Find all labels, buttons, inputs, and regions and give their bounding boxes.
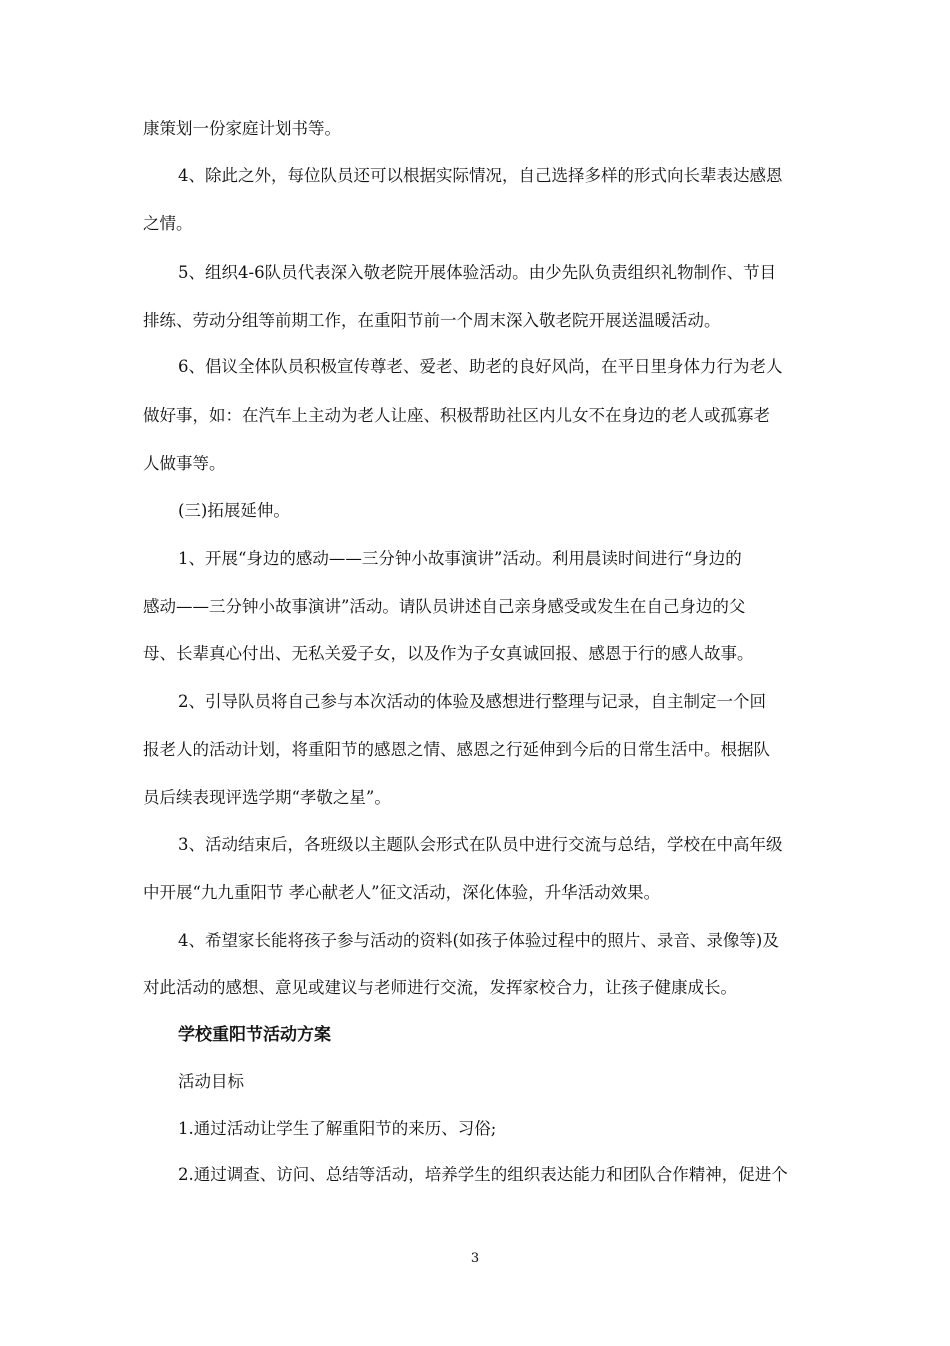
text-line: 报老人的活动计划，将重阳节的感恩之情、感恩之行延伸到今后的日常生活中。根据队 bbox=[143, 740, 770, 759]
text-line: 4、希望家长能将孩子参与活动的资料(如孩子体验过程中的照片、录音、录像等)及 bbox=[178, 931, 779, 950]
text-line: 排练、劳动分组等前期工作，在重阳节前一个周末深入敬老院开展送温暖活动。 bbox=[143, 311, 721, 330]
text-line: 对此活动的感想、意见或建议与老师进行交流，发挥家校合力，让孩子健康成长。 bbox=[143, 978, 737, 997]
text-line: 4、除此之外，每位队员还可以根据实际情况，自己选择多样的形式向长辈表达感恩 bbox=[178, 166, 783, 185]
text-line: 感动——三分钟小故事演讲”活动。请队员讲述自己亲身感受或发生在自己身边的父 bbox=[143, 597, 746, 616]
text-line: 3、活动结束后，各班级以主题队会形式在队员中进行交流与总结，学校在中高年级 bbox=[178, 835, 783, 854]
text-line: (三)拓展延伸。 bbox=[178, 501, 290, 520]
text-line: 6、倡议全体队员积极宣传尊老、爱老、助老的良好风尚，在平日里身体力行为老人 bbox=[178, 357, 783, 376]
text-line: 之情。 bbox=[143, 214, 193, 233]
text-line: 康策划一份家庭计划书等。 bbox=[143, 119, 341, 138]
text-line: 1.通过活动让学生了解重阳节的来历、习俗; bbox=[178, 1119, 497, 1138]
text-line: 员后续表现评选学期“孝敬之星”。 bbox=[143, 788, 391, 807]
text-line: 母、长辈真心付出、无私关爱子女，以及作为子女真诚回报、感恩于行的感人故事。 bbox=[143, 644, 754, 663]
text-line: 做好事，如：在汽车上主动为老人让座、积极帮助社区内儿女不在身边的老人或孤寡老 bbox=[143, 406, 770, 425]
text-line: 人做事等。 bbox=[143, 454, 226, 473]
section-heading: 学校重阳节活动方案 bbox=[178, 1025, 331, 1045]
subheading: 活动目标 bbox=[178, 1072, 244, 1091]
text-line: 1、开展“身边的感动——三分钟小故事演讲”活动。利用晨读时间进行“身边的 bbox=[178, 549, 742, 568]
text-line: 5、组织4-6队员代表深入敬老院开展体验活动。由少先队负责组织礼物制作、节目 bbox=[178, 263, 777, 282]
text-line: 2、引导队员将自己参与本次活动的体验及感想进行整理与记录，自主制定一个回 bbox=[178, 692, 766, 711]
text-line: 2.通过调查、访问、总结等活动，培养学生的组织表达能力和团队合作精神，促进个 bbox=[178, 1165, 788, 1184]
page-number: 3 bbox=[470, 1251, 480, 1266]
text-line: 中开展“九九重阳节 孝心献老人”征文活动，深化体验，升华活动效果。 bbox=[143, 883, 661, 902]
